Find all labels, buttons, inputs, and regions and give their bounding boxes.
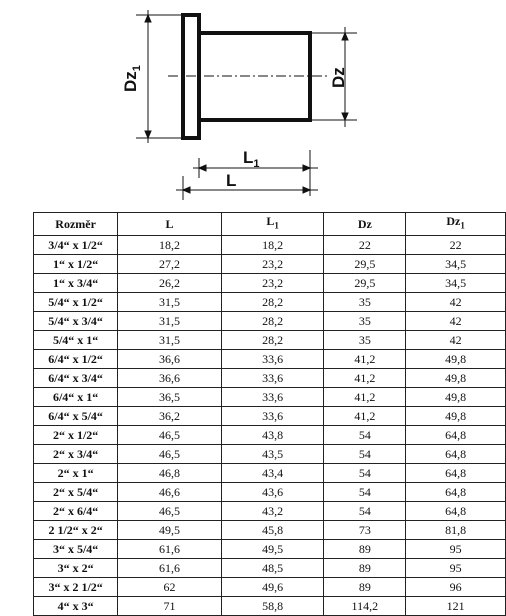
table-row bbox=[34, 521, 506, 540]
table-row bbox=[34, 293, 506, 312]
table-row bbox=[34, 464, 506, 483]
cell-size: 3“ x 2“ bbox=[34, 559, 118, 578]
cell-l: 46,5 bbox=[118, 502, 222, 521]
cell-l: 27,2 bbox=[118, 255, 222, 274]
cell-l1: 33,6 bbox=[221, 369, 324, 388]
header-dz: Dz bbox=[324, 213, 406, 236]
cell-size: 2“ x 1“ bbox=[34, 464, 118, 483]
cell-l1: 58,8 bbox=[221, 597, 324, 616]
cell-l: 31,5 bbox=[118, 331, 222, 350]
cell-size: 2 1/2“ x 2“ bbox=[34, 521, 118, 540]
cell-l: 36,6 bbox=[118, 350, 222, 369]
cell-size: 2“ x 1/2“ bbox=[34, 426, 118, 445]
cell-dz: 54 bbox=[324, 445, 406, 464]
cell-dz: 89 bbox=[324, 578, 406, 597]
table-row bbox=[34, 236, 506, 255]
cell-dz1: 49,8 bbox=[406, 350, 506, 369]
cell-dz1: 49,8 bbox=[406, 407, 506, 426]
header-l: L bbox=[118, 213, 222, 236]
cell-size: 6/4“ x 1“ bbox=[34, 388, 118, 407]
cell-l: 46,5 bbox=[118, 445, 222, 464]
cell-l: 36,2 bbox=[118, 407, 222, 426]
cell-dz1: 42 bbox=[406, 331, 506, 350]
cell-dz1: 34,5 bbox=[406, 255, 506, 274]
cell-dz: 41,2 bbox=[324, 369, 406, 388]
cell-l: 49,5 bbox=[118, 521, 222, 540]
cell-l: 71 bbox=[118, 597, 222, 616]
cell-l: 31,5 bbox=[118, 293, 222, 312]
header-dz1: $Dz_1$ bbox=[406, 213, 506, 236]
cell-size: 4“ x 3“ bbox=[34, 597, 118, 616]
cell-size: 3/4“ x 1/2“ bbox=[34, 236, 118, 255]
cell-dz: 114,2 bbox=[324, 597, 406, 616]
l1-label: $L_1$ bbox=[243, 148, 260, 170]
cell-dz: 41,2 bbox=[324, 350, 406, 369]
dz-label: Dz bbox=[329, 67, 348, 88]
cell-dz: 29,5 bbox=[324, 255, 406, 274]
cell-l1: 43,4 bbox=[221, 464, 324, 483]
table-row bbox=[34, 578, 506, 597]
cell-dz1: 96 bbox=[406, 578, 506, 597]
cell-dz: 54 bbox=[324, 502, 406, 521]
cell-l: 31,5 bbox=[118, 312, 222, 331]
table-row bbox=[34, 483, 506, 502]
table-row bbox=[34, 540, 506, 559]
cell-l1: 49,5 bbox=[221, 540, 324, 559]
fitting-drawing bbox=[0, 0, 506, 205]
cell-dz: 73 bbox=[324, 521, 406, 540]
cell-dz: 35 bbox=[324, 312, 406, 331]
cell-l1: 23,2 bbox=[221, 255, 324, 274]
header-size: Rozměr bbox=[34, 213, 118, 236]
cell-l: 36,5 bbox=[118, 388, 222, 407]
cell-l1: 43,6 bbox=[221, 483, 324, 502]
cell-dz1: 64,8 bbox=[406, 445, 506, 464]
header-l1: $L_1$ bbox=[221, 213, 324, 236]
cell-size: 6/4“ x 1/2“ bbox=[34, 350, 118, 369]
table-row bbox=[34, 274, 506, 293]
cell-dz1: 64,8 bbox=[406, 426, 506, 445]
cell-l1: 43,5 bbox=[221, 445, 324, 464]
cell-size: 6/4“ x 3/4“ bbox=[34, 369, 118, 388]
cell-l1: 33,6 bbox=[221, 407, 324, 426]
cell-dz1: 95 bbox=[406, 540, 506, 559]
table-row bbox=[34, 255, 506, 274]
cell-size: 3“ x 5/4“ bbox=[34, 540, 118, 559]
cell-l1: 48,5 bbox=[221, 559, 324, 578]
cell-size: 5/4“ x 1/2“ bbox=[34, 293, 118, 312]
cell-dz1: 49,8 bbox=[406, 369, 506, 388]
cell-l1: 28,2 bbox=[221, 293, 324, 312]
cell-dz: 22 bbox=[324, 236, 406, 255]
table-row bbox=[34, 426, 506, 445]
cell-size: 2“ x 6/4“ bbox=[34, 502, 118, 521]
cell-l: 18,2 bbox=[118, 236, 222, 255]
cell-dz: 89 bbox=[324, 559, 406, 578]
cell-l1: 18,2 bbox=[221, 236, 324, 255]
l-label: L bbox=[226, 171, 237, 190]
cell-dz1: 42 bbox=[406, 293, 506, 312]
cell-dz: 54 bbox=[324, 426, 406, 445]
cell-size: 6/4“ x 5/4“ bbox=[34, 407, 118, 426]
cell-l1: 28,2 bbox=[221, 312, 324, 331]
l1-dimension bbox=[193, 150, 318, 196]
cell-size: 1“ x 3/4“ bbox=[34, 274, 118, 293]
table-row bbox=[34, 369, 506, 388]
cell-l: 46,8 bbox=[118, 464, 222, 483]
cell-l: 61,6 bbox=[118, 559, 222, 578]
l-dimension bbox=[176, 176, 318, 200]
cell-l1: 43,8 bbox=[221, 426, 324, 445]
cell-dz1: 49,8 bbox=[406, 388, 506, 407]
cell-dz: 35 bbox=[324, 293, 406, 312]
cell-size: 3“ x 2 1/2“ bbox=[34, 578, 118, 597]
cell-dz: 41,2 bbox=[324, 388, 406, 407]
cell-dz: 35 bbox=[324, 331, 406, 350]
cell-l1: 23,2 bbox=[221, 274, 324, 293]
cell-dz1: 22 bbox=[406, 236, 506, 255]
table-row bbox=[34, 331, 506, 350]
cell-l1: 28,2 bbox=[221, 331, 324, 350]
table-row bbox=[34, 407, 506, 426]
cell-dz: 29,5 bbox=[324, 274, 406, 293]
cell-dz1: 95 bbox=[406, 559, 506, 578]
cell-dz: 41,2 bbox=[324, 407, 406, 426]
cell-l: 61,6 bbox=[118, 540, 222, 559]
cell-l: 26,2 bbox=[118, 274, 222, 293]
cell-size: 2“ x 3/4“ bbox=[34, 445, 118, 464]
cell-l1: 49,6 bbox=[221, 578, 324, 597]
table-row bbox=[34, 388, 506, 407]
cell-size: 5/4“ x 3/4“ bbox=[34, 312, 118, 331]
cell-l: 46,6 bbox=[118, 483, 222, 502]
cell-size: 2“ x 5/4“ bbox=[34, 483, 118, 502]
cell-dz: 54 bbox=[324, 483, 406, 502]
cell-dz1: 64,8 bbox=[406, 483, 506, 502]
cell-l1: 33,6 bbox=[221, 350, 324, 369]
cell-dz1: 121 bbox=[406, 597, 506, 616]
cell-l: 62 bbox=[118, 578, 222, 597]
table-row bbox=[34, 559, 506, 578]
table-row bbox=[34, 502, 506, 521]
table-row bbox=[34, 445, 506, 464]
table-row bbox=[34, 312, 506, 331]
cell-l1: 43,2 bbox=[221, 502, 324, 521]
table-header-row bbox=[34, 213, 506, 236]
cell-dz1: 81,8 bbox=[406, 521, 506, 540]
table-row bbox=[34, 597, 506, 616]
dz1-label: $Dz_1$ bbox=[121, 65, 143, 92]
cell-l: 46,5 bbox=[118, 426, 222, 445]
table-row bbox=[34, 350, 506, 369]
cell-size: 1“ x 1/2“ bbox=[34, 255, 118, 274]
cell-l1: 33,6 bbox=[221, 388, 324, 407]
cell-dz1: 42 bbox=[406, 312, 506, 331]
cell-size: 5/4“ x 1“ bbox=[34, 331, 118, 350]
cell-dz1: 34,5 bbox=[406, 274, 506, 293]
cell-dz1: 64,8 bbox=[406, 464, 506, 483]
cell-dz1: 64,8 bbox=[406, 502, 506, 521]
cell-l1: 45,8 bbox=[221, 521, 324, 540]
dimensions-table bbox=[33, 212, 506, 616]
cell-l: 36,6 bbox=[118, 369, 222, 388]
cell-dz: 54 bbox=[324, 464, 406, 483]
cell-dz: 89 bbox=[324, 540, 406, 559]
